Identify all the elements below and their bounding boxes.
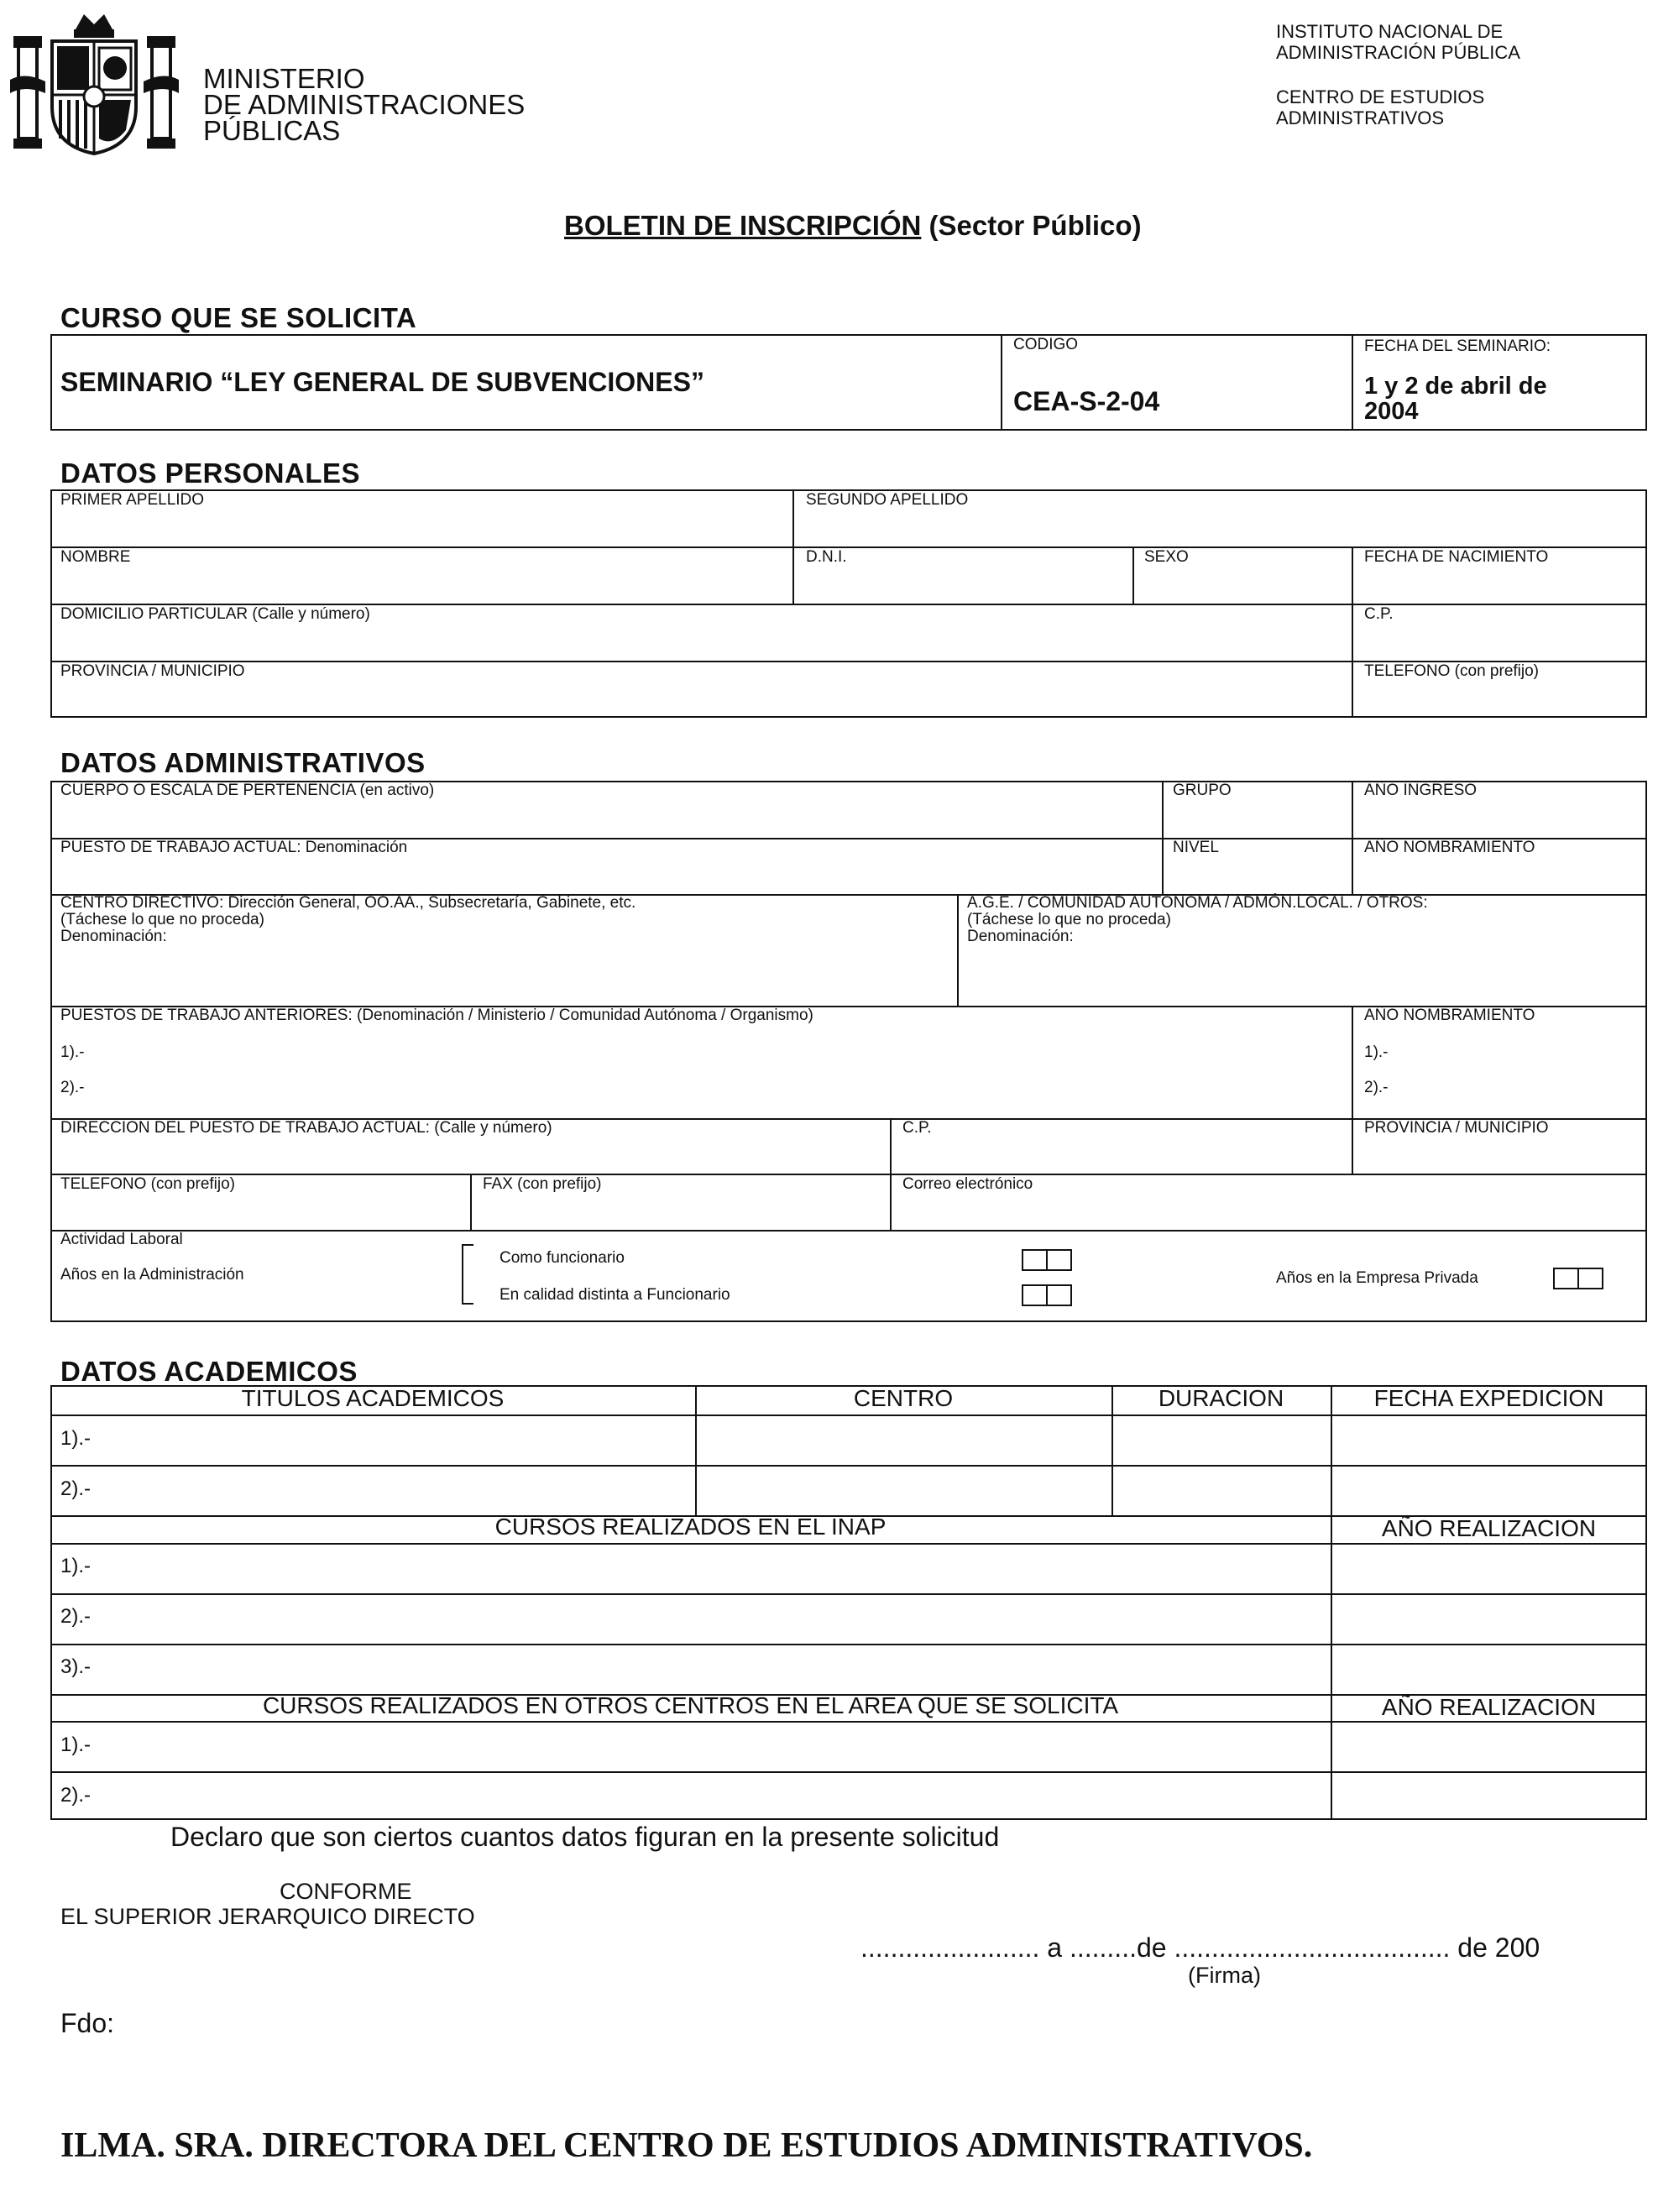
section-heading-personales: DATOS PERSONALES (60, 458, 360, 489)
divider (1162, 781, 1164, 894)
date-line[interactable]: ........................ a .........de ..................................... de 200 (860, 1932, 1540, 1963)
bracket (462, 1244, 473, 1305)
titulo-row-1[interactable]: 1).- (60, 1427, 91, 1450)
divider (792, 489, 794, 604)
puesto-anterior-1[interactable]: 1).- (60, 1043, 85, 1061)
cp-trabajo-field[interactable]: C.P. (902, 1119, 932, 1137)
correo-field[interactable]: Correo electrónico (902, 1175, 1033, 1193)
conforme-label: CONFORME (280, 1879, 412, 1904)
centro-directivo-line: Denominación: (60, 928, 167, 945)
divider (50, 1174, 1647, 1175)
divider (50, 1721, 1647, 1723)
sexo-field[interactable]: SEXO (1144, 548, 1189, 566)
age-line: Denominación: (967, 928, 1074, 945)
inap-row-3[interactable]: 3).- (60, 1655, 91, 1678)
academicos-box (50, 1385, 1647, 1820)
actividad-laboral-label: Actividad Laboral (60, 1231, 183, 1248)
institute-line: INSTITUTO NACIONAL DE (1276, 21, 1504, 42)
fdo-label[interactable]: Fdo: (60, 2008, 115, 2038)
ano-nombramiento-2[interactable]: 2).- (1364, 1079, 1389, 1096)
coat-of-arms-logo (8, 13, 180, 159)
grupo-field[interactable]: GRUPO (1173, 782, 1232, 799)
anos-privada-label: Años en la Empresa Privada (1276, 1269, 1478, 1287)
inap-heading: CURSOS REALIZADOS EN EL INAP (494, 1514, 887, 1540)
ministry-line: DE ADMINISTRACIONES (203, 89, 526, 120)
centro-name (1276, 86, 1484, 128)
col-fecha-expedicion: FECHA EXPEDICION (1373, 1385, 1604, 1411)
inap-row-2[interactable]: 2).- (60, 1605, 91, 1628)
col-duracion: DURACION (1158, 1385, 1284, 1411)
provincia-field[interactable]: PROVINCIA / MUNICIPIO (60, 662, 245, 680)
col-ano-realizacion-2: AÑO REALIZACION (1381, 1694, 1597, 1720)
telefono-trabajo-field[interactable]: TELEFONO (con prefijo) (60, 1175, 235, 1193)
divider (50, 1230, 1647, 1232)
divider (890, 1174, 892, 1230)
divider (50, 1771, 1647, 1773)
divider (1331, 1385, 1332, 1820)
fecha-nacimiento-field[interactable]: FECHA DE NACIMIENTO (1364, 548, 1549, 566)
section-heading-administrativos: DATOS ADMINISTRATIVOS (60, 747, 426, 778)
nivel-field[interactable]: NIVEL (1173, 839, 1219, 856)
institute-line: ADMINISTRACIÓN PÚBLICA (1276, 42, 1520, 63)
page-title (564, 210, 1142, 242)
inap-row-1[interactable]: 1).- (60, 1555, 91, 1577)
anos-funcionario-box[interactable] (1022, 1249, 1072, 1271)
centro-directivo-line: CENTRO DIRECTIVO: Dirección General, OO.AA., Subsecretaría, Gabinete, etc. (60, 894, 636, 912)
anos-administracion-label: Años en la Administración (60, 1266, 244, 1284)
fecha-value-line: 2004 (1364, 398, 1419, 425)
centro-directivo-field[interactable] (60, 895, 636, 945)
declaration-text: Declaro que son ciertos cuantos datos figuran en la presente solicitud (170, 1822, 1000, 1852)
divider (50, 1543, 1647, 1545)
divider (1352, 334, 1353, 431)
superior-label: EL SUPERIOR JERARQUICO DIRECTO (60, 1904, 475, 1929)
anos-privada-box[interactable] (1553, 1268, 1603, 1289)
divider (50, 1644, 1647, 1645)
ministry-line: MINISTERIO (203, 63, 365, 94)
centro-line: ADMINISTRATIVOS (1276, 107, 1445, 128)
centro-line: CENTRO DE ESTUDIOS (1276, 86, 1485, 107)
direccion-actual-field[interactable]: DIRECCION DEL PUESTO DE TRABAJO ACTUAL: (Calle y número) (60, 1119, 552, 1137)
ano-ingreso-field[interactable]: AÑO INGRESO (1364, 782, 1478, 799)
divider (890, 1118, 892, 1174)
ano-nombramiento-1[interactable]: 1).- (1364, 1043, 1389, 1061)
segundo-apellido-field[interactable]: SEGUNDO APELLIDO (806, 491, 969, 509)
divider (1352, 1006, 1353, 1174)
nombre-field[interactable]: NOMBRE (60, 548, 131, 566)
fecha-value-line: 1 y 2 de abril de (1364, 373, 1547, 400)
puestos-anteriores-field[interactable]: PUESTOS DE TRABAJO ANTERIORES: (Denominación / Ministerio / Comunidad Autónoma / Organismo) (60, 1007, 813, 1024)
ano-nombramiento-anterior-field[interactable]: AÑO NOMBRAMIENTO (1364, 1007, 1535, 1024)
title-sub: (Sector Público) (928, 210, 1142, 241)
fecha-seminario-label: FECHA DEL SEMINARIO: (1364, 337, 1551, 355)
col-titulos: TITULOS ACADEMICOS (241, 1385, 505, 1411)
administrativos-box (50, 781, 1647, 1322)
divider (470, 1174, 472, 1230)
institute-name (1276, 21, 1520, 63)
curso-name: SEMINARIO “LEY GENERAL DE SUBVENCIONES” (60, 367, 704, 397)
codigo-label: CODIGO (1013, 336, 1079, 353)
anos-no-funcionario-box[interactable] (1022, 1284, 1072, 1306)
calidad-distinta-label: En calidad distinta a Funcionario (500, 1286, 730, 1304)
title-main: BOLETIN DE INSCRIPCIÓN (564, 210, 922, 241)
titulo-row-2[interactable]: 2).- (60, 1477, 91, 1500)
divider (1001, 334, 1002, 431)
provincia-trabajo-field[interactable]: PROVINCIA / MUNICIPIO (1364, 1119, 1549, 1137)
ano-nombramiento-field[interactable]: AÑO NOMBRAMIENTO (1364, 839, 1535, 856)
codigo-value: CEA-S-2-04 (1013, 386, 1160, 416)
otros-heading: CURSOS REALIZADOS EN OTROS CENTROS EN EL AREA QUE SE SOLICITA (262, 1692, 1119, 1718)
section-heading-academicos: DATOS ACADEMICOS (60, 1356, 358, 1387)
telefono-field[interactable]: TELEFONO (con prefijo) (1364, 662, 1539, 680)
fecha-seminario-value (1364, 374, 1547, 424)
cuerpo-field[interactable]: CUERPO O ESCALA DE PERTENENCIA (en activo) (60, 782, 435, 799)
firma-label: (Firma) (1188, 1963, 1261, 1988)
col-ano-realizacion: AÑO REALIZACION (1381, 1515, 1597, 1541)
age-field[interactable] (967, 895, 1428, 945)
divider (957, 894, 959, 1006)
ministry-name (203, 65, 525, 144)
centro-directivo-line: (Táchese lo que no proceda) (60, 911, 264, 928)
puesto-anterior-2[interactable]: 2).- (60, 1079, 85, 1096)
otros-row-2[interactable]: 2).- (60, 1784, 91, 1807)
fax-field[interactable]: FAX (con prefijo) (483, 1175, 602, 1193)
divider (1352, 781, 1353, 894)
dni-field[interactable]: D.N.I. (806, 548, 847, 566)
ministry-line: PÚBLICAS (203, 115, 341, 146)
divider (1352, 546, 1353, 718)
divider (1132, 546, 1134, 604)
col-centro: CENTRO (853, 1385, 954, 1411)
divider (50, 1415, 1647, 1416)
divider (50, 1593, 1647, 1595)
addressee: ILMA. SRA. DIRECTORA DEL CENTRO DE ESTUDIOS ADMINISTRATIVOS. (60, 2126, 1313, 2165)
primer-apellido-field[interactable]: PRIMER APELLIDO (60, 491, 205, 509)
puesto-actual-field[interactable]: PUESTO DE TRABAJO ACTUAL: Denominación (60, 839, 408, 856)
age-line: (Táchese lo que no proceda) (967, 911, 1171, 928)
age-line: A.G.E. / COMUNIDAD AUTONOMA / ADMÓN.LOCAL. / OTROS: (967, 894, 1428, 912)
otros-row-1[interactable]: 1).- (60, 1734, 91, 1756)
domicilio-field[interactable]: DOMICILIO PARTICULAR (Calle y número) (60, 605, 370, 623)
divider (50, 1465, 1647, 1467)
section-heading-curso: CURSO QUE SE SOLICITA (60, 302, 417, 333)
como-funcionario-label: Como funcionario (500, 1249, 625, 1267)
cp-field[interactable]: C.P. (1364, 605, 1394, 623)
